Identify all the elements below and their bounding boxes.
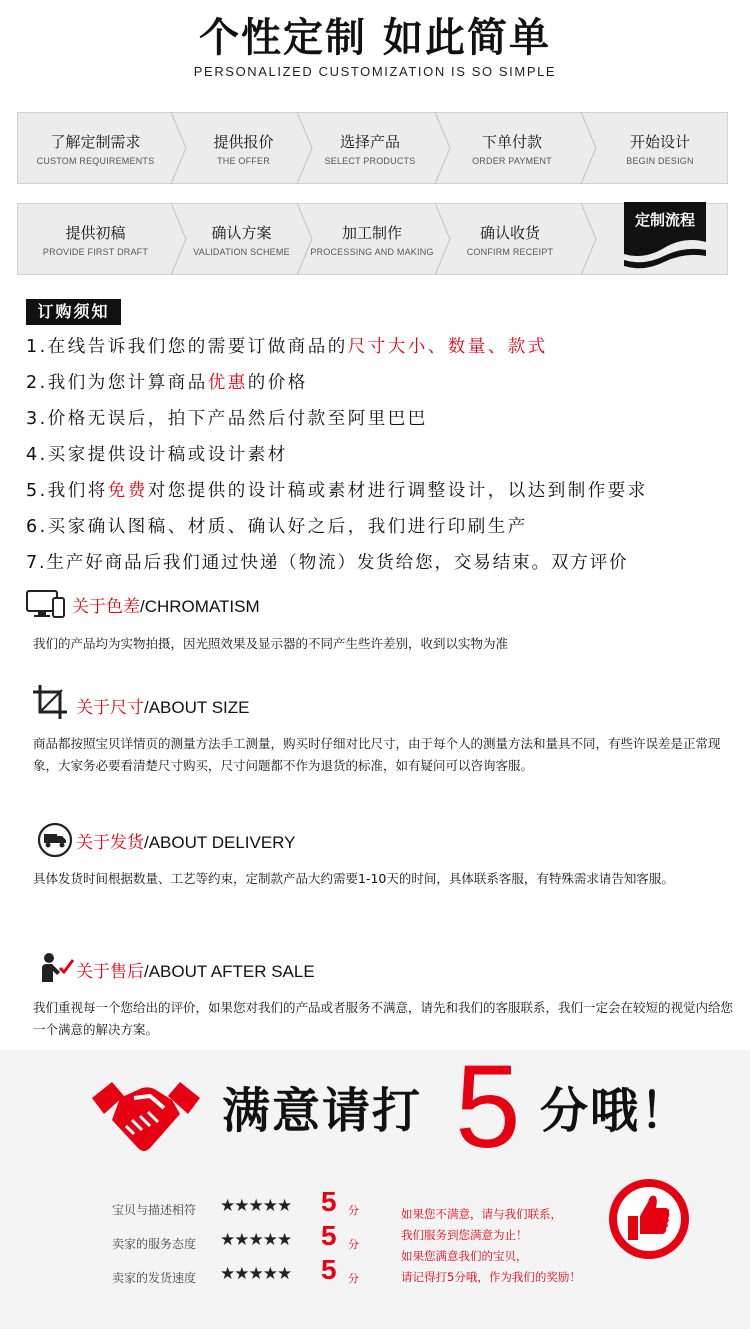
step-processing-and-making bbox=[308, 204, 436, 274]
custom-flow-tag bbox=[624, 202, 706, 270]
step-sublabel: PROVIDE FIRST DRAFT bbox=[42, 246, 149, 257]
step-label: 加工制作 bbox=[341, 223, 402, 242]
rating-unit: 分 bbox=[348, 1272, 359, 1285]
rating-headline-left: 满意请打 bbox=[222, 1083, 423, 1139]
notice-item bbox=[26, 477, 648, 502]
step-sublabel: ORDER PAYMENT bbox=[472, 155, 552, 166]
rating-row-label: 卖家的发货速度 bbox=[112, 1271, 197, 1285]
step-label: 开始设计 bbox=[629, 132, 690, 151]
section-body-chromatism: 我们的产品均为实物拍摄，因光照效果及显示器的不同产生些许差别，收到以实物为准 bbox=[33, 636, 509, 651]
notice-text: 4.买家提供设计稿或设计素材 bbox=[26, 445, 288, 465]
chevron-divider-icon bbox=[432, 112, 452, 184]
section-title-delivery bbox=[76, 828, 295, 853]
step-label: 提供报价 bbox=[213, 132, 274, 151]
rating-headline-number: 5 bbox=[455, 1041, 521, 1173]
monitor-phone-icon bbox=[26, 590, 66, 618]
notice-text: 1.在线告诉我们您的需要订做商品的 bbox=[26, 337, 348, 357]
notice-text: 5.我们将 bbox=[26, 481, 108, 501]
step-the-offer bbox=[186, 113, 301, 183]
step-label: 了解定制需求 bbox=[50, 132, 141, 151]
rating-row-label: 卖家的服务态度 bbox=[112, 1237, 197, 1251]
notice-item bbox=[26, 549, 629, 574]
rating-headline-right: 分哦！ bbox=[540, 1083, 691, 1139]
notice-heading: 订购须知 bbox=[26, 299, 121, 325]
step-custom-requirements bbox=[18, 113, 173, 183]
after-sale-person-icon bbox=[40, 952, 74, 982]
section-title-after-sale bbox=[76, 957, 315, 982]
step-sublabel: SELECT PRODUCTS bbox=[324, 155, 416, 166]
section-body-delivery: 具体发货时间根据数量、工艺等约束，定制款产品大约需要1-10天的时间，具体联系客服，有特殊需求请告知客服。 bbox=[33, 871, 674, 886]
section-title-en: /ABOUT SIZE bbox=[144, 698, 250, 717]
section-title-size bbox=[76, 693, 250, 718]
section-title-cn: 关于发货 bbox=[76, 833, 144, 852]
section-title-en: /ABOUT DELIVERY bbox=[144, 833, 296, 852]
notice-text: 3.价格无误后，拍下产品然后付款至阿里巴巴 bbox=[26, 409, 428, 429]
rating-score: 5 bbox=[321, 1254, 337, 1285]
step-provide-first-draft bbox=[18, 204, 173, 274]
delivery-truck-icon bbox=[37, 822, 73, 858]
rating-message: 我们服务到您满意为止！ bbox=[401, 1228, 528, 1242]
step-sublabel: CUSTOM REQUIREMENTS bbox=[36, 155, 155, 166]
notice-highlight: 尺寸大小、数量、款式 bbox=[347, 337, 548, 357]
notice-item bbox=[26, 333, 548, 358]
notice-highlight: 免费 bbox=[107, 481, 148, 501]
step-confirm-receipt bbox=[448, 204, 572, 274]
handshake-icon bbox=[90, 1068, 202, 1160]
rating-message: 请记得打5分哦，作为我们的奖励！ bbox=[401, 1270, 581, 1284]
section-title-chromatism bbox=[72, 592, 260, 617]
step-label: 下单付款 bbox=[481, 132, 542, 151]
crop-icon bbox=[32, 684, 68, 720]
rating-stars: ★★★★★ bbox=[220, 1264, 292, 1284]
notice-item bbox=[26, 369, 308, 394]
thumbs-up-icon bbox=[608, 1178, 690, 1260]
section-title-cn: 关于色差 bbox=[72, 597, 140, 616]
flow-tag-label: 定制流程 bbox=[634, 211, 695, 229]
step-sublabel: VALIDATION SCHEME bbox=[193, 246, 290, 257]
rating-stars: ★★★★★ bbox=[220, 1230, 292, 1250]
step-label: 确认收货 bbox=[479, 223, 540, 242]
notice-text: 对您提供的设计稿或素材进行调整设计，以达到制作要求 bbox=[147, 481, 648, 501]
step-label: 确认方案 bbox=[211, 223, 272, 242]
page-subtitle: PERSONALIZED CUSTOMIZATION IS SO SIMPLE bbox=[193, 64, 557, 79]
chevron-divider-icon bbox=[168, 112, 188, 184]
step-label: 提供初稿 bbox=[65, 223, 126, 242]
step-sublabel: BEGIN DESIGN bbox=[626, 155, 694, 166]
rating-score: 5 bbox=[321, 1186, 337, 1217]
rating-message: 如果您满意我们的宝贝， bbox=[401, 1249, 528, 1263]
step-sublabel: THE OFFER bbox=[217, 155, 270, 166]
section-body-after-sale: 我们重视每一个您给出的评价，如果您对我们的产品或者服务不满意，请先和我们的客服联系，我们一定会在较短的视觉内给您一个满意的解决方案。 bbox=[33, 1000, 734, 1037]
step-sublabel: PROCESSING AND MAKING bbox=[310, 246, 434, 257]
chevron-divider-icon bbox=[578, 112, 598, 184]
notice-text: 2.我们为您计算商品 bbox=[26, 373, 208, 393]
rating-stars: ★★★★★ bbox=[220, 1196, 292, 1216]
rating-row-label: 宝贝与描述相符 bbox=[112, 1203, 197, 1217]
process-steps-row-2 bbox=[17, 203, 728, 275]
step-sublabel: CONFIRM RECEIPT bbox=[466, 246, 554, 257]
process-steps-row-1 bbox=[17, 112, 728, 184]
notice-highlight: 优惠 bbox=[207, 373, 248, 393]
section-title-en: /ABOUT AFTER SALE bbox=[144, 962, 315, 981]
notice-text: 7.生产好商品后我们通过快递（物流）发货给您，交易结束。双方评价 bbox=[26, 553, 629, 573]
section-title-en: /CHROMATISM bbox=[140, 597, 260, 616]
step-order-payment bbox=[450, 113, 574, 183]
rating-unit: 分 bbox=[348, 1238, 359, 1251]
notice-item bbox=[26, 441, 288, 466]
step-validation-scheme bbox=[184, 204, 299, 274]
section-title-cn: 关于尺寸 bbox=[76, 698, 144, 717]
notice-item bbox=[26, 405, 428, 430]
section-body-size: 商品都按照宝贝详情页的测量方法手工测量，购买时仔细对比尺寸，由于每个人的测量方法和量具不同，有些许误差是正常现象，大家务必要看清楚尺寸购买，尺寸问题都不作为退货的标准，如有疑问可以咨询客服。 bbox=[33, 736, 721, 773]
rating-message: 如果您不满意，请与我们联系， bbox=[401, 1207, 562, 1221]
notice-text: 6.买家确认图稿、材质、确认好之后，我们进行印刷生产 bbox=[26, 517, 528, 537]
notice-item bbox=[26, 513, 528, 538]
notice-text: 的价格 bbox=[247, 373, 308, 393]
section-title-cn: 关于售后 bbox=[76, 962, 144, 981]
step-label: 选择产品 bbox=[339, 132, 400, 151]
chevron-divider-icon bbox=[578, 203, 598, 275]
step-begin-design bbox=[596, 113, 724, 183]
step-select-products bbox=[310, 113, 430, 183]
rating-unit: 分 bbox=[348, 1204, 359, 1217]
page-title: 个性定制 如此简单 bbox=[199, 15, 551, 61]
rating-score: 5 bbox=[321, 1220, 337, 1251]
